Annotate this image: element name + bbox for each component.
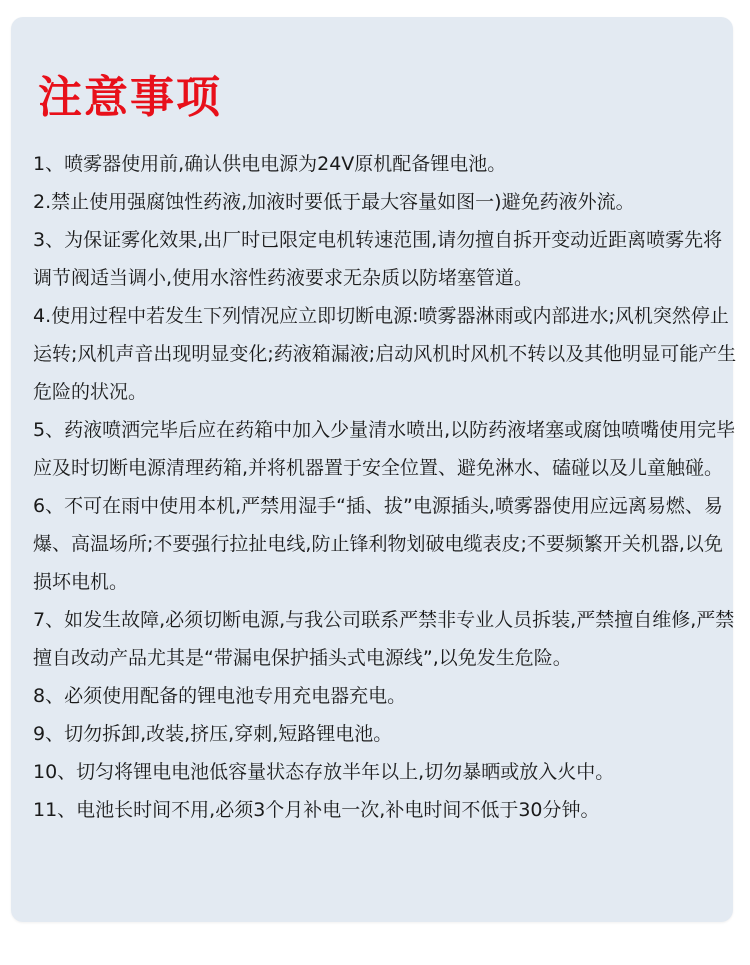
page-title: 注意事项 <box>38 72 222 123</box>
notice-item-9: 9、切勿拆卸,改装,挤压,穿刺,短路锂电池。 <box>33 723 393 745</box>
notice-item-5: 5、药液喷洒完毕后应在药箱中加入少量清水喷出,以防药液堵塞或腐蚀喷嘴使用完毕应及时切断电源清理药箱,并将机器置于安全位置、避免淋水、磕碰以及儿童触碰。 <box>33 419 736 479</box>
notice-item-8: 8、必须使用配备的锂电池专用充电器充电。 <box>33 685 407 707</box>
notice-item-1: 1、喷雾器使用前,确认供电电源为24V原机配备锂电池。 <box>33 153 507 175</box>
notice-item-11: 11、电池长时间不用,必须3个月补电一次,补电时间不低于30分钟。 <box>33 799 600 821</box>
notice-item-10: 10、切匀将锂电电池低容量状态存放半年以上,切勿暴晒或放入火中。 <box>33 761 615 783</box>
notice-item-7: 7、如发生故障,必须切断电源,与我公司联系严禁非专业人员拆装,严禁擅自维修,严禁擅自改动产品尤其是“带漏电保护插头式电源线”,以免发生危险。 <box>33 609 735 669</box>
notice-item-3: 3、为保证雾化效果,出厂时已限定电机转速范围,请勿擅自拆开变动近距离喷雾先将调节阀适当调小,使用水溶性药液要求无杂质以防堵塞管道。 <box>33 229 723 289</box>
notice-item-6: 6、不可在雨中使用本机,严禁用湿手“插、拔”电源插头,喷雾器使用应远离易燃、易爆、高温场所;不要强行拉扯电线,防止锋利物划破电缆表皮;不要频繁开关机器,以免损坏电机。 <box>33 495 723 593</box>
notice-item-4: 4.使用过程中若发生下列情况应立即切断电源:喷雾器淋雨或内部进水;风机突然停止运转;风机声音出现明显变化;药液箱漏液;启动风机时风机不转以及其他明显可能产生危险的状况。 <box>33 305 737 403</box>
notice-list <box>33 145 738 829</box>
notice-item-2: 2.禁止使用强腐蚀性药液,加液时要低于最大容量如图一)避免药液外流。 <box>33 191 635 213</box>
